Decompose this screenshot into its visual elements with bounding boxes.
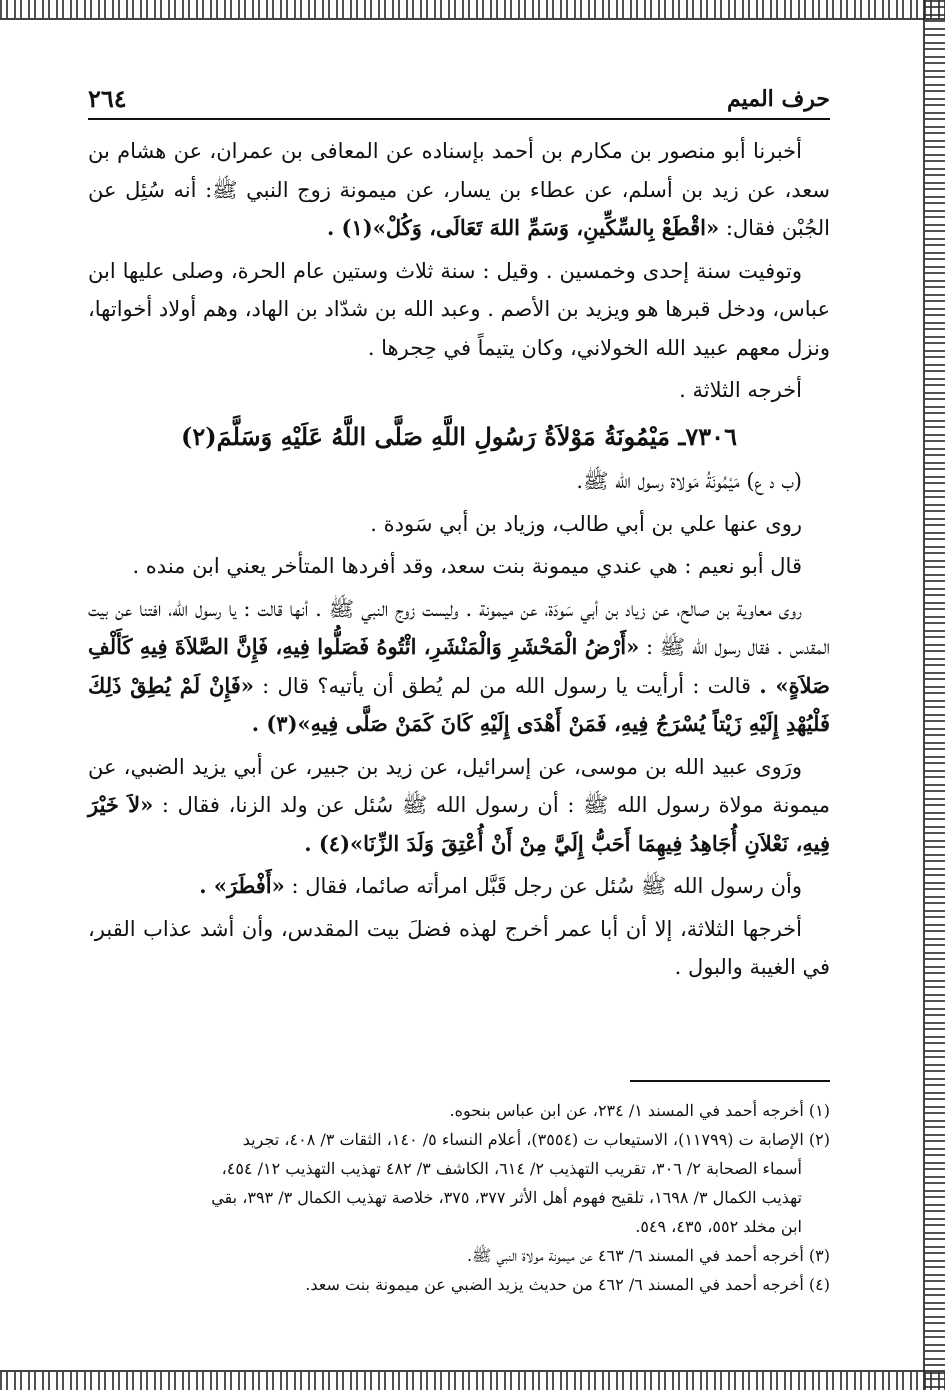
main-text [88, 132, 830, 991]
footnote-separator [630, 1080, 830, 1082]
hadith-quote: «فَإِنْ لَمْ يُطِقْ ذَلِكَ فَلْيُهْدِ إِلَيْهِ زَيْتاً يُسْرَجُ فِيهِ، فَمَنْ أَهْدَى إِلَيْهِ كَانَ كَمَنْ صَلَّى فِيهِ»(٣) . [88, 672, 830, 736]
footnote-continued: ابن مخلد ٥٥٢، ٤٣٥، ٥٤٩. [635, 1217, 802, 1236]
top-border-ornament [0, 0, 945, 20]
footnote-continued: أسماء الصحابة ٢/ ٣٠٦، تقريب التهذيب ٢/ ٦١٤، الكاشف ٣/ ٤٨٢ تهذيب التهذيب ١٢/ ٤٥٤، [221, 1159, 802, 1178]
hadith-quote: «أَرْضُ الْمَحْشَرِ وَالْمَنْشَرِ، ائْتُوهُ فَصَلُّوا فِيهِ، فَإِنَّ الصَّلاَةَ فِيهِ كَأَلْفِ صَلاَةٍ» . [88, 634, 830, 698]
paragraph: أخرجه الثلاثة . [679, 378, 802, 402]
paragraph: وأن رسول الله ﷺ سُئل عن رجل قَبَّل امرأته صائما، فقال : «أَفْطَرَ» . [199, 873, 802, 898]
paragraph: (ب د ع) مَيْمُونَةُ مَولاة رسول الله ﷺ. [576, 469, 802, 493]
paragraph: روى عنها علي بن أبي طالب، وزياد بن أبي سَودة . [370, 511, 802, 536]
footnotes [88, 1096, 830, 1299]
page-header [88, 82, 830, 120]
paragraph: أخرجها الثلاثة، إلا أن أبا عمر أخرج لهذه فضلَ بيت المقدس، وأن أشد عذاب القبر، في الغيبة والبول . [88, 916, 830, 979]
footnote: (٣) أخرجه أحمد في المسند ٦/ ٤٦٣ عن ميمونة مولاة النبي ﷺ. [466, 1246, 830, 1265]
paragraph: ورَوى عبيد الله بن موسى، عن إسرائيل، عن زيد بن جبير، عن أبي يزيد الضبي، عن ميمونة مولاة رسول الله ﷺ : أن رسول الله ﷺ سُئل عن ولد الزنا، فقال : «لاَ خَيْرَ فِيهِ، نَعْلاَنِ أُجَاهِدُ فِيهِمَا أَحَبُّ إِلَيَّ مِنْ أَنْ أُعْتِقَ وَلَدَ الزِّنَا»(٤) . [88, 754, 830, 856]
paragraph: قال أبو نعيم : هي عندي ميمونة بنت سعد، وقد أفردها المتأخر يعني ابن منده . [132, 554, 802, 578]
footnote: (١) أخرجه أحمد في المسند ١/ ٢٣٤، عن ابن عباس بنحوه. [449, 1101, 830, 1120]
paragraph: أخبرنا أبو منصور بن مكارم بن أحمد بإسناده عن المعافى بن عمران، عن هشام بن سعد، عن زيد بن أسلم، عن عطاء بن يسار، عن ميمونة زوج النبي ﷺ: أنه سُئِل عن الجُبْن فقال: «اقْطَعْ بِالسِّكِّينِ، وَسَمِّ اللهَ تَعَالَى، وَكُلْ»(١) . [88, 139, 830, 240]
hadith-quote: «لاَ خَيْرَ فِيهِ، نَعْلاَنِ أُجَاهِدُ فِيهِمَا أَحَبُّ إِلَيَّ مِنْ أَنْ أُعْتِقَ وَلَدَ الزِّنَا»(٤) . [88, 792, 830, 856]
entry-heading: ٧٣٠٦ـ مَيْمُونَةُ مَوْلاَةُ رَسُولِ اللَّهِ صَلَّى اللَّهُ عَلَيْهِ وَسَلَّمَ(٢) [181, 421, 737, 451]
footnote: (٤) أخرجه أحمد في المسند ٦/ ٤٦٢ من حديث يزيد الضبي عن ميمونة بنت سعد. [305, 1275, 830, 1294]
hadith-quote: «اقْطَعْ بِالسِّكِّينِ، وَسَمِّ اللهَ تَعَالَى، وَكُلْ»(١) . [326, 215, 720, 240]
footnote-continued: تهذيب الكمال ٣/ ١٦٩٨، تلقيح فهوم أهل الأثر ٣٧٧، ٣٧٥، خلاصة تهذيب الكمال ٣/ ٣٩٣، بقي [211, 1188, 802, 1207]
footnote: (٢) الإصابة ت (١١٧٩٩)، الاستيعاب ت (٣٥٥٤)، أعلام النساء ٥/ ١٤٠، الثقات ٣/ ٤٠٨، تجريد [242, 1130, 830, 1149]
bottom-border-ornament [0, 1370, 945, 1390]
hadith-quote: «أَفْطَرَ» . [199, 873, 285, 898]
right-border-ornament [923, 0, 945, 1390]
paragraph: روى معاوية بن صالح، عن زياد بن أبي سَودَة، عن ميمونة . وليست زوج النبي ﷺ . أنها قالت : يا رسول الله، افتنا عن بيت المقدس . فقال رسول الله ﷺ : «أَرْضُ الْمَحْشَرِ وَالْمَنْشَرِ، ائْتُوهُ فَصَلُّوا فِيهِ، فَإِنَّ الصَّلاَةَ فِيهِ كَأَلْفِ صَلاَةٍ» . قالت : أرأيت يا رسول الله من لم يُطق أن يأتيه؟ قال : «فَإِنْ لَمْ يُطِقْ ذَلِكَ فَلْيُهْدِ إِلَيْهِ زَيْتاً يُسْرَجُ فِيهِ، فَمَنْ أَهْدَى إِلَيْهِ كَانَ كَمَنْ صَلَّى فِيهِ»(٣) . [88, 596, 831, 736]
paragraph: وتوفيت سنة إحدى وخمسين . وقيل : سنة ثلاث وستين عام الحرة، وصلى عليها ابن عباس، ودخل قبرها هو ويزيد بن الأصم . وعبد الله بن شدّاد بن الهاد، وهم أولاد أخواتها، ونزل معهم عبيد الله الخولاني، وكان يتيماً في حِجرها . [88, 258, 830, 360]
page-number: ٢٦٤ [88, 84, 127, 113]
chapter-title: حرف الميم [726, 86, 830, 112]
